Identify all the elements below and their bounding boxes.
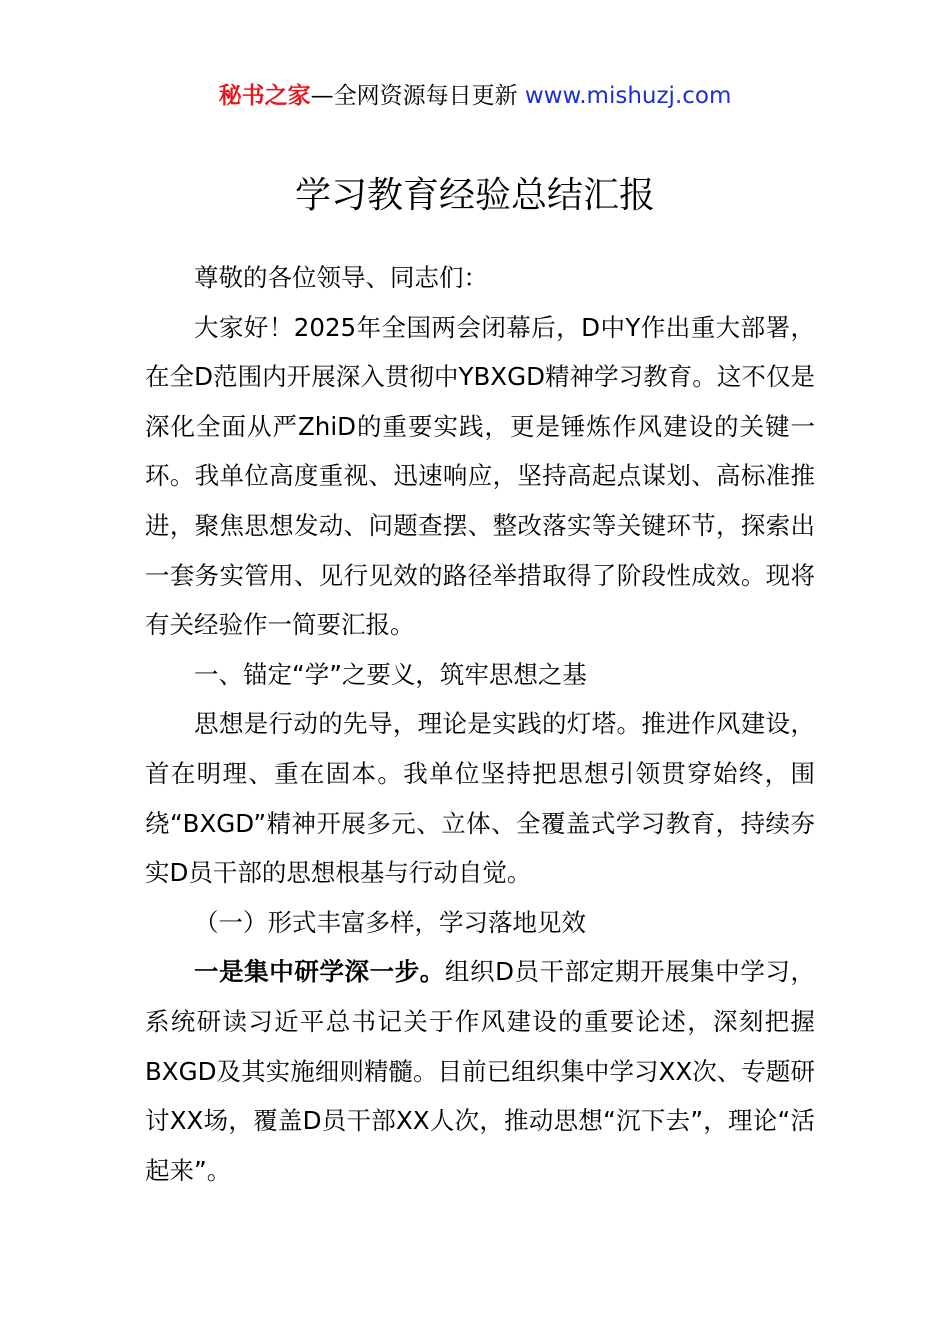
intro-paragraph: 大家好！2025年全国两会闭幕后，D中Y作出重大部署，在全D范围内开展深入贯彻中YBXGD精神学习教育。这不仅是深化全面从严ZhiD的重要实践，更是锤炼作风建设的关键一环。我单位高度重视、迅速响应，坚持高起点谋划、高标准推进，聚焦思想发动、问题查摆、整改落实等关键环节，探索出一套务实管用、见行见效的路径举措取得了阶段性成效。现将有关经验作一简要汇报。 xyxy=(145,312,815,640)
site-url-link[interactable]: www.mishuzj.com xyxy=(524,83,732,109)
site-tagline: —全网资源每日更新 xyxy=(310,83,518,109)
site-banner xyxy=(0,80,950,112)
subsection-heading: （一）形式丰富多样，学习落地见效 xyxy=(194,907,586,937)
point-body: 组织D员干部定期开展集中学习，系统研读习近平总书记关于作风建设的重要论述，深刻把握BXGD及其实施细则精髓。目前已组织集中学习XX次、专题研讨XX场，覆盖D员干部XX人次，推动思想“沉下去”，理论“活起来”。 xyxy=(145,957,815,1185)
section-body-paragraph: 思想是行动的先导，理论是实践的灯塔。推进作风建设，首在明理、重在固本。我单位坚持把思想引领贯穿始终，围绕“BXGD”精神开展多元、立体、全覆盖式学习教育，持续夯实D员干部的思想根基与行动自觉。 xyxy=(145,709,815,888)
point-paragraph xyxy=(145,947,815,1195)
greeting-paragraph: 尊敬的各位领导、同志们： xyxy=(194,263,488,292)
document-title: 学习教育经验总结汇报 xyxy=(294,175,655,216)
section-heading: 一、锚定“学”之要义，筑牢思想之基 xyxy=(194,659,587,689)
document-body xyxy=(145,253,815,1195)
point-lead: 一是集中研学深一步。 xyxy=(194,957,445,987)
site-brand: 秘书之家 xyxy=(218,83,311,109)
